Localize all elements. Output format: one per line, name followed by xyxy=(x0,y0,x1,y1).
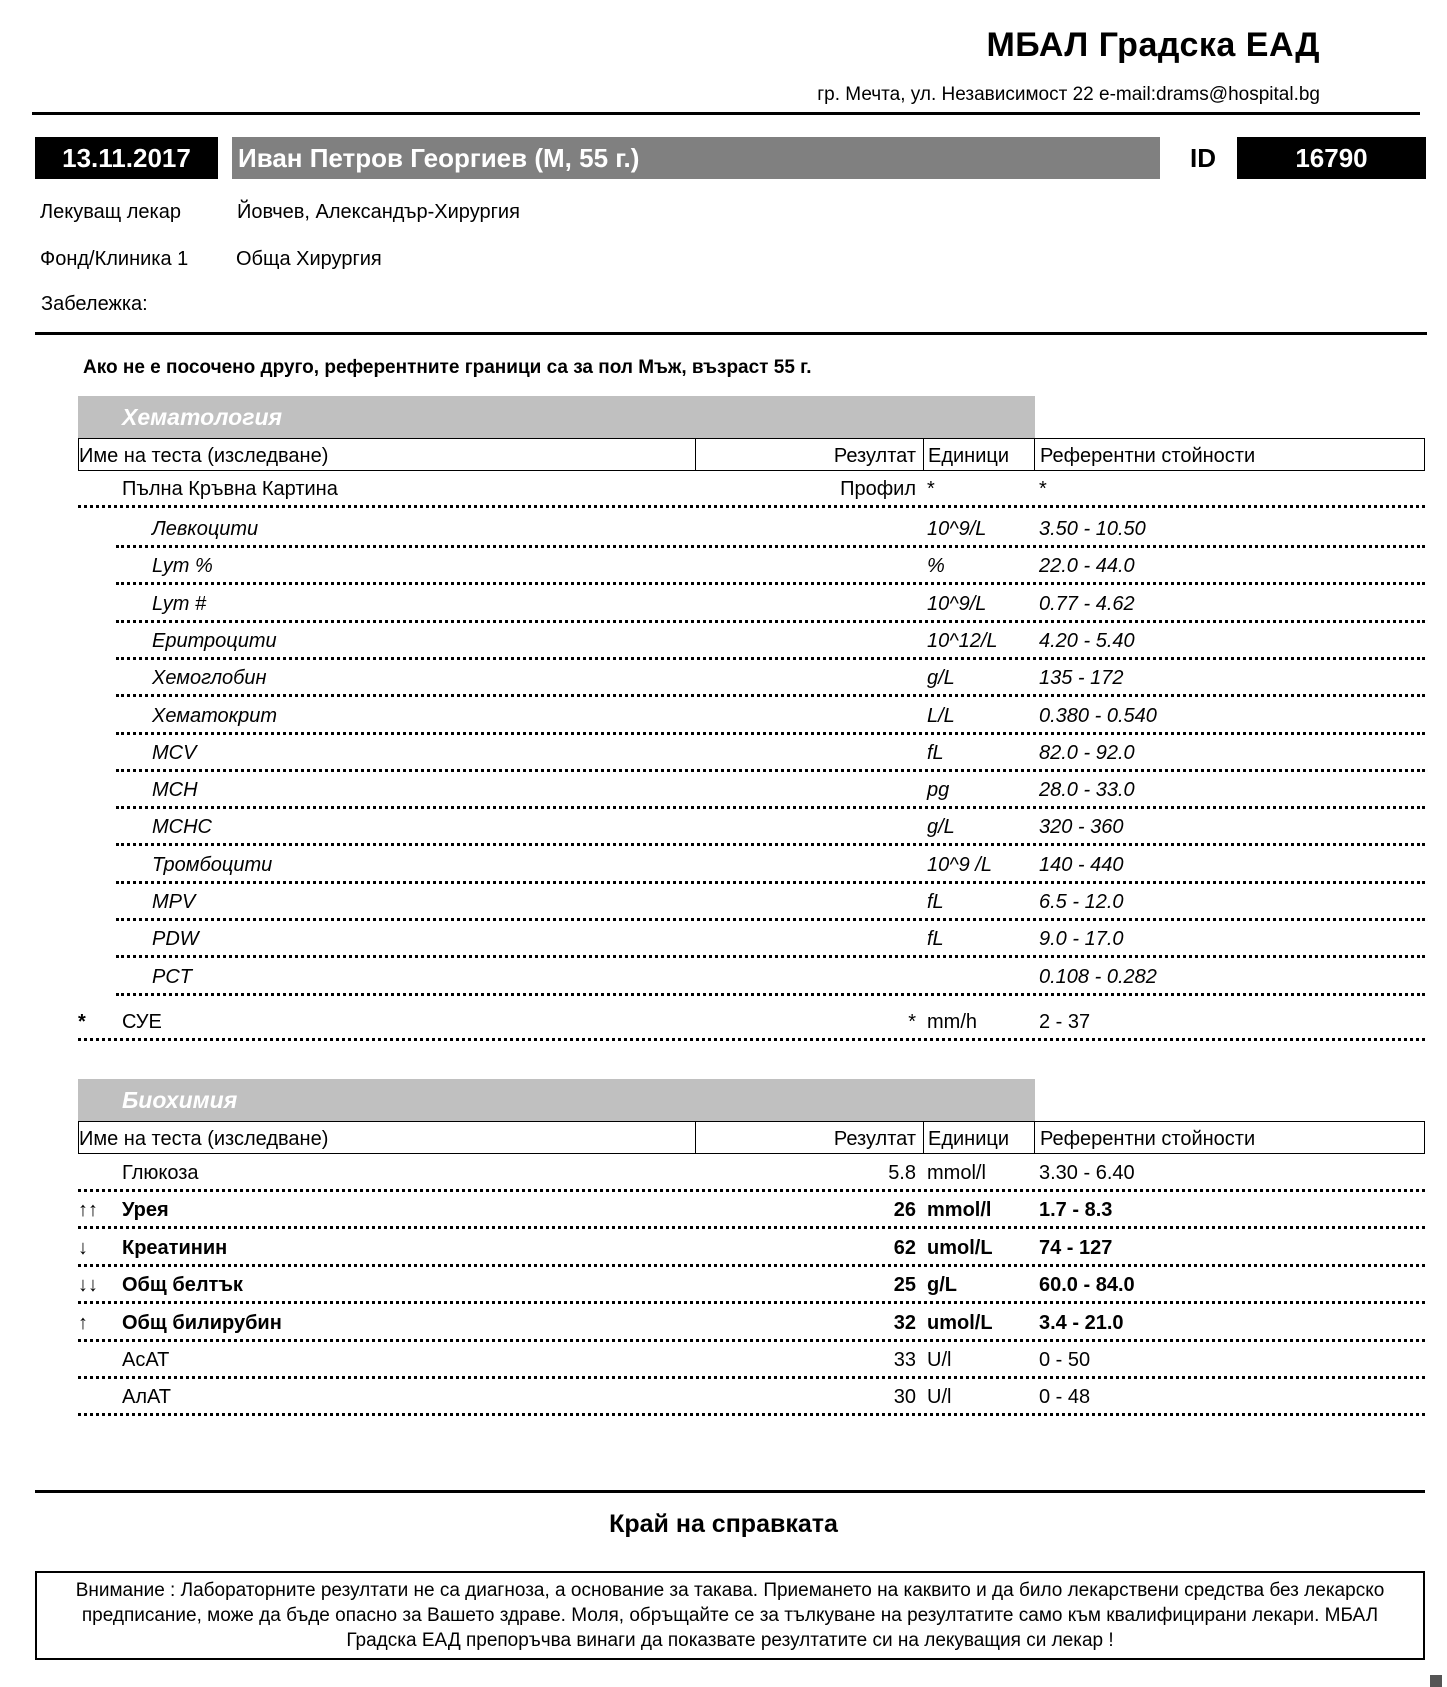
table-row xyxy=(78,1305,1425,1342)
test-units: pg xyxy=(927,779,950,802)
test-reference: 28.0 - 33.0 xyxy=(1039,779,1135,802)
test-reference: 1.7 - 8.3 xyxy=(1039,1199,1113,1222)
table-row xyxy=(116,809,1425,846)
table-row xyxy=(116,698,1425,735)
test-units: mmol/l xyxy=(927,1162,986,1184)
warning-box: Внимание : Лабораторните резултати не са диагноза, а основание за такава. Приемането на каквито и да било лекарствени средства без лекарско предписание, може да бъде опасно за Вашето здраве. Моля, обръщайте се за тълкуване на резултатите само към квалифицирани лекари. МБАЛ Градска ЕАД препоръчва винаги да показвате резултатите си на лекуващия си лекар ! xyxy=(35,1571,1425,1660)
biochemistry-column-header xyxy=(78,1121,1425,1154)
test-reference: 140 - 440 xyxy=(1039,853,1124,876)
info-divider xyxy=(35,332,1427,335)
test-reference: 3.4 - 21.0 xyxy=(1039,1311,1124,1334)
flag: * xyxy=(78,1011,86,1033)
test-reference: 82.0 - 92.0 xyxy=(1039,741,1135,764)
test-reference: 0.108 - 0.282 xyxy=(1039,965,1157,988)
col-test: Име на теста (изследване) xyxy=(79,445,329,467)
test-reference: 0 - 48 xyxy=(1039,1386,1091,1409)
table-row xyxy=(78,1379,1425,1416)
test-name: MCV xyxy=(152,741,197,764)
col-units: Единици xyxy=(928,1128,1010,1150)
test-units: g/L xyxy=(927,1274,957,1297)
test-name: Общ билирубин xyxy=(122,1311,282,1334)
test-name: PDW xyxy=(152,928,199,951)
test-name: СУЕ xyxy=(122,1011,162,1033)
test-reference: 135 - 172 xyxy=(1039,667,1124,690)
test-name: Еритроцити xyxy=(152,629,277,652)
end-of-report: Край на справката xyxy=(609,1510,838,1538)
col-reference: Референтни стойности xyxy=(1040,445,1256,467)
test-name: Хематокрит xyxy=(152,704,277,727)
table-row xyxy=(78,1230,1425,1267)
test-name: PCT xyxy=(152,965,192,988)
test-reference: 6.5 - 12.0 xyxy=(1039,891,1124,913)
test-reference: 4.20 - 5.40 xyxy=(1039,629,1135,652)
test-name: MPV xyxy=(152,891,196,913)
test-reference: 3.30 - 6.40 xyxy=(1039,1162,1135,1184)
table-row xyxy=(116,959,1425,996)
test-units: 10^9/L xyxy=(927,592,987,615)
test-name: Левкоцити xyxy=(152,518,259,540)
reference-note: Ако не е посочено друго, референтните граници са за пол Мъж, възраст 55 г. xyxy=(83,357,812,378)
corner-mark xyxy=(1430,1675,1442,1687)
test-reference: 2 - 37 xyxy=(1039,1011,1091,1033)
test-name: Хемоглобин xyxy=(152,667,267,690)
report-date: 13.11.2017 xyxy=(35,137,218,179)
test-units: U/l xyxy=(927,1386,952,1409)
table-row xyxy=(116,511,1425,548)
doctor-label: Лекуващ лекар xyxy=(40,201,181,223)
test-units: umol/L xyxy=(927,1311,993,1334)
test-name: Lym % xyxy=(152,555,213,578)
test-name: Глюкоза xyxy=(122,1162,199,1184)
flag-arrow-icon: ↑↑ xyxy=(78,1199,98,1222)
end-divider xyxy=(35,1490,1425,1493)
hospital-address: гр. Мечта, ул. Независимост 22 e-mail:drams@hospital.bg xyxy=(817,84,1320,105)
test-units: fL xyxy=(927,741,944,764)
test-reference: 0.77 - 4.62 xyxy=(1039,592,1135,615)
test-name: Lym # xyxy=(152,592,207,615)
test-units: fL xyxy=(927,928,944,951)
flag-arrow-icon: ↓↓ xyxy=(78,1274,98,1297)
test-reference: 3.50 - 10.50 xyxy=(1039,518,1146,540)
test-name: Пълна Кръвна Картина xyxy=(122,478,338,500)
test-reference: 74 - 127 xyxy=(1039,1236,1113,1259)
table-row xyxy=(116,884,1425,921)
test-name: Урея xyxy=(122,1199,169,1222)
test-units: mm/h xyxy=(927,1011,977,1033)
test-result: 32 xyxy=(893,1311,916,1334)
test-result: 25 xyxy=(893,1274,916,1297)
flag-arrow-icon: ↑ xyxy=(78,1311,88,1334)
test-units: g/L xyxy=(927,667,955,690)
flag-arrow-icon: ↓ xyxy=(78,1236,88,1259)
test-name: MCHC xyxy=(152,816,212,839)
test-result: 5.8 xyxy=(888,1162,916,1184)
test-units: * xyxy=(927,478,935,500)
test-reference: 60.0 - 84.0 xyxy=(1039,1274,1135,1297)
table-row xyxy=(116,847,1425,884)
test-units: mmol/l xyxy=(927,1199,992,1222)
table-row xyxy=(78,1192,1425,1229)
test-units: umol/L xyxy=(927,1236,993,1259)
table-row xyxy=(116,772,1425,809)
remark-label: Забележка: xyxy=(41,293,148,315)
test-result: 26 xyxy=(893,1199,916,1222)
test-units: 10^12/L xyxy=(927,629,998,652)
table-row xyxy=(78,471,1425,508)
test-name: Общ белтък xyxy=(122,1274,243,1297)
section-biochemistry: Биохимия xyxy=(78,1079,1035,1121)
test-result: Профил xyxy=(840,478,916,500)
col-result: Резултат xyxy=(833,1128,916,1150)
test-units: L/L xyxy=(927,704,955,727)
table-row xyxy=(78,1342,1425,1379)
test-name: АлАТ xyxy=(122,1386,172,1409)
test-reference: * xyxy=(1039,478,1047,500)
test-reference: 9.0 - 17.0 xyxy=(1039,928,1124,951)
col-test: Име на теста (изследване) xyxy=(79,1128,329,1150)
test-units: % xyxy=(927,555,945,578)
test-name: Креатинин xyxy=(122,1236,228,1259)
table-row-esr xyxy=(78,1004,1425,1041)
test-name: АсАТ xyxy=(122,1349,170,1371)
test-units: fL xyxy=(927,891,944,913)
table-row xyxy=(116,735,1425,772)
table-row xyxy=(116,921,1425,958)
col-result: Резултат xyxy=(833,445,916,467)
test-units: 10^9 /L xyxy=(927,853,992,876)
header-divider xyxy=(32,112,1420,115)
col-units: Единици xyxy=(928,445,1010,467)
table-row xyxy=(116,623,1425,660)
test-result: * xyxy=(908,1011,916,1033)
test-units: g/L xyxy=(927,816,955,839)
test-result: 30 xyxy=(893,1386,916,1409)
test-reference: 22.0 - 44.0 xyxy=(1039,555,1135,578)
section-hematology: Хематология xyxy=(78,396,1035,438)
test-name: MCH xyxy=(152,779,198,802)
fund-value: Обща Хирургия xyxy=(236,248,382,270)
patient-id: 16790 xyxy=(1237,137,1426,179)
table-row xyxy=(116,586,1425,623)
test-units: U/l xyxy=(927,1349,952,1371)
test-units: 10^9/L xyxy=(927,518,987,540)
hospital-name: МБАЛ Градска ЕАД xyxy=(986,26,1320,64)
test-name: Тромбоцити xyxy=(152,853,273,876)
hematology-column-header xyxy=(78,438,1425,471)
table-row xyxy=(116,660,1425,697)
table-row xyxy=(116,548,1425,585)
fund-label: Фонд/Клиника 1 xyxy=(40,248,189,270)
id-label: ID xyxy=(1190,143,1216,173)
test-result: 33 xyxy=(893,1349,916,1371)
test-reference: 0.380 - 0.540 xyxy=(1039,704,1157,727)
test-reference: 0 - 50 xyxy=(1039,1349,1091,1371)
patient-name: Иван Петров Георгиев (М, 55 г.) xyxy=(232,137,1160,179)
table-row xyxy=(78,1155,1425,1192)
table-row xyxy=(78,1267,1425,1304)
col-reference: Референтни стойности xyxy=(1040,1128,1256,1150)
test-result: 62 xyxy=(893,1236,916,1259)
test-reference: 320 - 360 xyxy=(1039,816,1124,839)
doctor-value: Йовчев, Александър-Хирургия xyxy=(237,201,520,223)
